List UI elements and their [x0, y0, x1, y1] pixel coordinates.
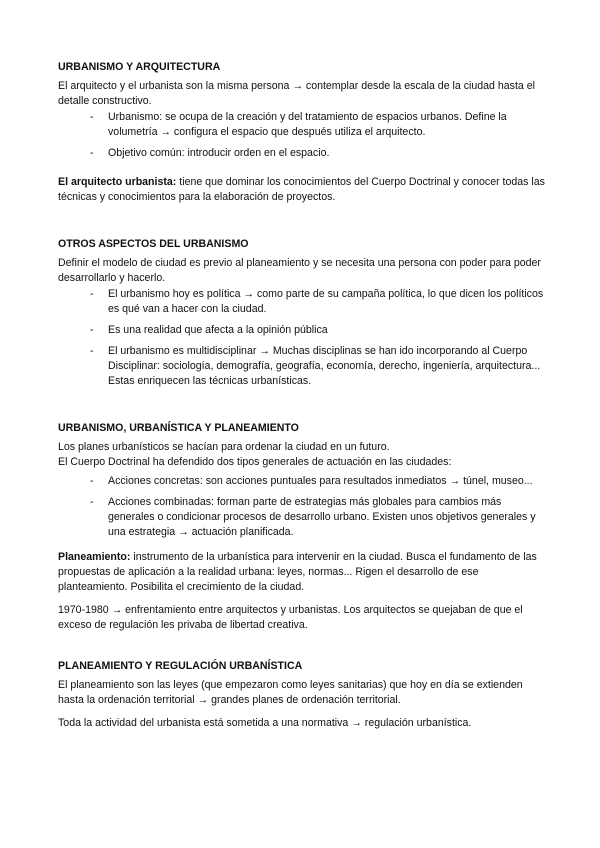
- paragraph: Toda la actividad del urbanista está sometida a una normativa → regulación urbanística.: [58, 717, 472, 729]
- section-planeamiento: [58, 421, 548, 633]
- section-heading: OTROS ASPECTOS DEL URBANISMO: [58, 238, 249, 250]
- list-item: - El urbanismo es multidisciplinar → Muchas disciplinas se han ido incorporando al Cuerpo Disciplinar: sociología, demografía, geografía, economía, derecho, ingeniería, arquitectura... Estas enriquecen las técnicas urbanísticas.: [58, 344, 548, 389]
- bullet-list: [58, 110, 548, 161]
- section-otros-aspectos: [58, 237, 548, 389]
- bullet-list: [58, 287, 548, 389]
- intro-line: El Cuerpo Doctrinal ha defendido dos tipos generales de actuación en las ciudades:: [58, 456, 452, 468]
- list-item: - Es una realidad que afecta a la opinión pública: [58, 323, 548, 338]
- section-urbanismo-arquitectura: [58, 60, 548, 205]
- definition-term: El arquitecto urbanista:: [58, 176, 177, 188]
- section-heading: URBANISMO Y ARQUITECTURA: [58, 61, 221, 73]
- definition-term: Planeamiento:: [58, 551, 131, 563]
- paragraph: [58, 440, 548, 470]
- paragraph: El planeamiento son las leyes (que empezaron como leyes sanitarias) que hoy en día se extienden hasta la ordenación territorial → grandes planes de ordenación territorial.: [58, 679, 523, 706]
- section-heading: URBANISMO, URBANÍSTICA Y PLANEAMIENTO: [58, 422, 299, 434]
- list-item: - Acciones combinadas: forman parte de estrategias más globales para cambios más generales o condicionar procesos de desarrollo urbano. Existen unos objetivos generales y una estrategia → actuación planificada.: [58, 495, 548, 540]
- paragraph: 1970-1980 → enfrentamiento entre arquitectos y urbanistas. Los arquitectos se quejaban de que el exceso de regulación les privaba de libertad creativa.: [58, 604, 523, 631]
- paragraph: El arquitecto y el urbanista son la misma persona → contemplar desde la escala de la ciudad hasta el detalle constructivo.: [58, 80, 535, 107]
- list-item: - Urbanismo: se ocupa de la creación y del tratamiento de espacios urbanos. Define la volumetría → configura el espacio que después utiliza el arquitecto.: [58, 110, 548, 140]
- definition-paragraph: [58, 550, 548, 595]
- intro-line: Los planes urbanísticos se hacían para ordenar la ciudad en un futuro.: [58, 441, 390, 453]
- paragraph: Definir el modelo de ciudad es previo al planeamiento y se necesita una persona con poder para poder desarrollarlo y hacerlo.: [58, 257, 541, 284]
- bullet-list: [58, 474, 548, 540]
- definition-text: instrumento de la urbanística para intervenir en la ciudad. Busca el fundamento de las propuestas de aplicación a la realidad urbana: leyes, normas... Rigen el desarrollo de ese planteamiento. Posibilita el crecimiento de la ciudad.: [58, 551, 537, 593]
- list-item: - El urbanismo hoy es política → como parte de su campaña política, lo que dicen los políticos es qué van a hacer con la ciudad.: [58, 287, 548, 317]
- section-heading: PLANEAMIENTO Y REGULACIÓN URBANÍSTICA: [58, 660, 303, 672]
- list-item: - Objetivo común: introducir orden en el espacio.: [58, 146, 548, 161]
- document-page: [58, 60, 548, 763]
- list-item: - Acciones concretas: son acciones puntuales para resultados inmediatos → túnel, museo...: [58, 474, 548, 489]
- section-regulacion: [58, 659, 548, 731]
- definition-text: tiene que dominar los conocimientos del Cuerpo Doctrinal y conocer todas las técnicas y conocimientos para la elaboración de proyectos.: [58, 176, 545, 203]
- definition-paragraph: [58, 175, 548, 205]
